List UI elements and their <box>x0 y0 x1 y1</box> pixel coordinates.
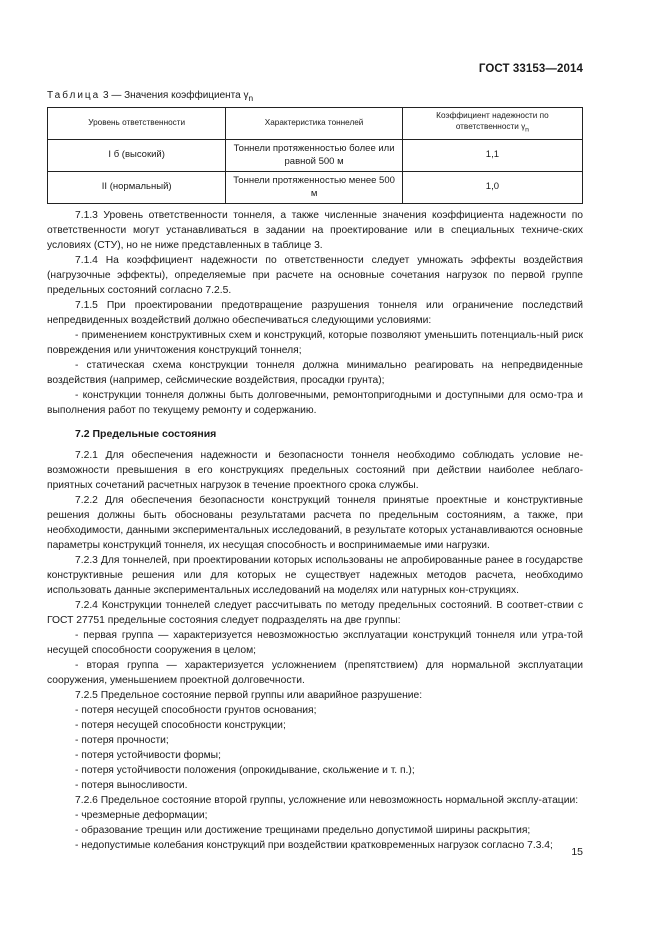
body-text <box>47 208 583 853</box>
list-item: - образование трещин или достижение трещинами предельно допустимой ширины раскрытия; <box>75 825 531 836</box>
paragraph: 7.2.5 Предельное состояние первой группы или аварийное разрушение: <box>75 690 423 701</box>
header-coefficient-text: Коэффициент надежности по ответственности γ <box>436 111 549 132</box>
list-item: - потеря несущей способности конструкции; <box>75 720 286 731</box>
list-item: - конструкции тоннеля должны быть долговечными, ремонтопригодными и доступными для осмо-тра и выполнения работ по текущему ремонту и содержанию. <box>47 390 583 416</box>
list-item: - потеря выносливости. <box>75 780 188 791</box>
section-title: 7.2 Предельные состояния <box>75 428 217 440</box>
cell-coefficient: 1,1 <box>402 140 582 172</box>
cell-level: I б (высокий) <box>48 140 226 172</box>
paragraph: 7.1.5 При проектировании предотвращение разрушения тоннеля или ограничение последствий непредвиденных воздействий должно обеспечиваться следующими условиями: <box>47 300 583 326</box>
table-row <box>48 140 583 172</box>
list-item: - потеря устойчивости формы; <box>75 750 221 761</box>
paragraph: 7.2.1 Для обеспечения надежности и безопасности тоннеля необходимо соблюдать условие не-возможности превышения в его конструкциях предельных состояний при действии наиболее неблаго-приятных сочетаний расчетных нагрузок в течение проектного срока службы. <box>47 450 583 491</box>
table-caption <box>47 90 253 103</box>
paragraph: 7.2.3 Для тоннелей, при проектировании которых использованы не апробированные ранее в государстве конструктивные решения или для которых не существует надежных методов расчета, необходимо использовать данные экспериментальных исследований на моделях или натурных кон-струкциях. <box>47 555 583 596</box>
reliability-coefficient-table <box>47 107 583 204</box>
list-item: - потеря прочности; <box>75 735 169 746</box>
header-level: Уровень ответственности <box>48 108 226 140</box>
list-item: - вторая группа — характеризуется усложнением (препятствием) для нормальной эксплуатации сооружения, уменьшением проектной долговечности. <box>47 660 583 686</box>
list-item: - недопустимые колебания конструкций при воздействии кратковременных нагрузок согласно 7.3.4; <box>75 840 553 851</box>
table-row <box>48 172 583 204</box>
paragraph: 7.2.2 Для обеспечения безопасности конструкций тоннеля принятые проектные и конструктивные решения должны быть обоснованы результатами расчета по предельным состояниям, а также, при необходимости, данными экспериментальных исследований, в результате которых устанавливаются основные параметры конструкций тоннеля, их несущая способность и воспринимаемые ими нагрузки. <box>47 495 583 551</box>
paragraph: 7.2.4 Конструкции тоннелей следует рассчитывать по методу предельных состояний. В соответ-ствии с ГОСТ 27751 предельные состояния следует подразделять на две группы: <box>47 600 583 626</box>
header-coefficient-subscript: n <box>525 126 529 134</box>
table-caption-label: Таблица <box>47 90 101 101</box>
paragraph: 7.1.4 На коэффициент надежности по ответственности следует умножать эффекты воздействия (нагрузочные эффекты), определяемые при расчете на основные сочетания нагрузок по первой группе предельных состояний согласно 7.2.5. <box>47 255 583 296</box>
page-number: 15 <box>571 846 583 858</box>
table-header-row <box>48 108 583 140</box>
cell-coefficient: 1,0 <box>402 172 582 204</box>
list-item: - статическая схема конструкции тоннеля должна минимально реагировать на непредвиденные воздействия (например, сейсмические воздействия, просадки грунта); <box>47 360 583 386</box>
paragraph: 7.1.3 Уровень ответственности тоннеля, а также численные значения коэффициента надежности по ответственности могут устанавливаться в задании на проектирование или в специальных техниче-ских условиях (СТУ), но не ниже представленных в таблице 3. <box>47 210 583 251</box>
header-coefficient <box>402 108 582 140</box>
paragraph: 7.2.6 Предельное состояние второй группы, усложнение или невозможность нормальной эксплу-атации: <box>75 795 579 806</box>
list-item: - применением конструктивных схем и конструкций, которые позволяют уменьшить потенциаль-ный риск повреждения или уничтожения конструкций тоннеля; <box>47 330 583 356</box>
cell-characteristic: Тоннели протяженностью более или равной 500 м <box>226 140 402 172</box>
standard-code: ГОСТ 33153—2014 <box>478 63 583 75</box>
list-item: - чрезмерные деформации; <box>75 810 208 821</box>
list-item: - потеря несущей способности грунтов основания; <box>75 705 317 716</box>
cell-characteristic: Тоннели протяженностью менее 500 м <box>226 172 402 204</box>
cell-level: II (нормальный) <box>48 172 226 204</box>
table-caption-subscript: n <box>248 93 254 103</box>
list-item: - первая группа — характеризуется невозможностью эксплуатации конструкций тоннеля или утра-той несущей способности сооружения в целом; <box>47 630 583 656</box>
list-item: - потеря устойчивости положения (опрокидывание, скольжение и т. п.); <box>75 765 415 776</box>
header-characteristic: Характеристика тоннелей <box>226 108 402 140</box>
table-caption-text: 3 — Значения коэффициента γ <box>100 90 249 101</box>
